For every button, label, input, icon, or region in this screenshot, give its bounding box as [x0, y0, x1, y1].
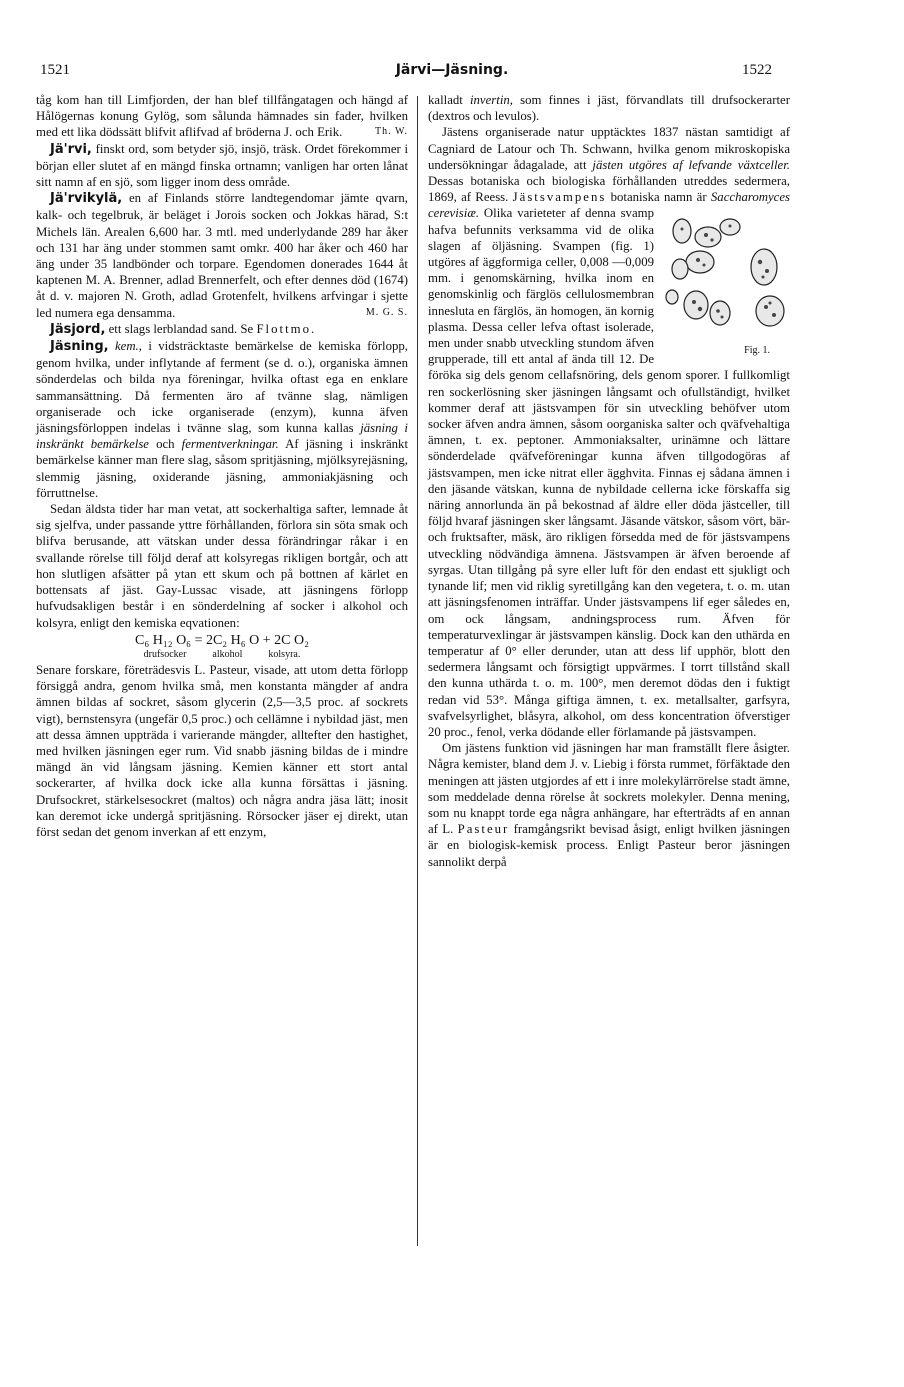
- paragraph-invertin: kalladt invertin, som finnes i jäst, förvandlats till drufsockerarter (dextros och levulos).: [428, 93, 790, 124]
- right-column: [428, 92, 790, 870]
- equation-labels: [36, 649, 408, 660]
- headword-jasning: Jäsning,: [50, 339, 109, 355]
- headword-jarvi: Jä'rvi,: [50, 141, 92, 157]
- paragraph-jastens: Jästens organiserade natur upptäcktes 1837 nästan samtidigt af Cagniard de Latour och Th. Schwann, hvilka genom mikroskopiska undersökningar ådagalade, att jästen utgöres af lefvande växtceller. Dessas botaniska och biologiska förhållanden utreddes sedermera, 1869, af Reess. Jästsvampens botaniska namn är Saccharomyces cerevisiæ. Fig. 1. Olika varieteter af denna svamp hafva befunnits verksamma vid de olika slagen af öljäsning. Svampen (fig. 1) utgöres af äggformiga celler, 0,008 —0,009 mm. i genomskärning, hvilka inom en genomskinlig och färglös cellulosmembran innesluta en färglös, än homogen, än kornig plasma. Dessa celler lefva oftast isolerade, men under snabb utveckling stundom äfven grupperade, till ett antal af ända till 12. De föröka sig dels genom cellafsnöring, dels genom sporer. I fullkomligt ren sockerlösning sker jäsningen långsamt och ofullständigt, hvilket kommer deraf att jästsvampen för sin utveckling behöfver utom socker äfven andra ämnen, såsom oorganiska salter och qväfvehaltiga ämnen, t. ex. peptoner. Ammoniaksalter, urinämne och lättare sönderdelade qväfveföreningar kunna äfven tillgodogöras af jästsvampen, men icke nitrat eller ägghvita. Finnas ej sådana ämnen i den jäsande vätskan, kunna de nybildade cellerna icke förskaffa sig näring annorlunda än på bekostnad af äldre eller döda jästceller, till följd hvaraf jäsningen sker långsamt. Jäsande vätskor, såsom vört, bär- och fruktsafter, mäsk, äro rikligen försedda med de för jästsvampens utveckling nödvändiga ämnena. Jästsvampen är äfven beroende af syrgas. Utan tillgång på syre eller luft för den endast ett sjukligt och tynande lif; men vid riklig syretillgång kan den vegetera, t. o. m. utan att jäsningsfenomen inträffar. Under jästsvampens lif eger således en, om ock långsam, andningsprocess rum. Äfven för temperaturvexlingar är jästsvampen känslig. Dock kan den uthärda en temperatur af 0° eller derunder, utan att dess lif upphör, blott den sedermera långsamt och försigtigt uppvärmes. I torrt tillstånd skall den kunna uthärda t. o. m. 100°, men deremot dödas den i fuktigt redan vid 53°. Många giftiga ämnen, t. ex. metallsalter, garfsyra, svafvelsyrlighet, blåsyra, alkohol, om dess koncentration öfverstiger 20 proc., fenol, verka dödande eller förlamande på jästsvampen.: [428, 125, 791, 739]
- column-divider: [417, 96, 418, 1246]
- entry-jasning: Jäsning, kem., i vidsträcktaste bemärkelse de kemiska förlopp, genom hvilka, under inflytande af ferment (se d. o.), organiska ämnen sönderdelas och bilda nya föreningar, hvilka oftast ega en enklare sammansättning. Då fermenten äro af tvänne slag, nämligen organiserade och icke organiserade (enzym), kunna äfven jäsningsförloppen indelas i tvänne slag, som kunna kallas jäsning i inskränkt bemärkelse och fermentverkningar. Af jäsning i inskränkt bemärkelse känner man flere slag, såsom spritjäsning, mjölksyrejäsning, slemmig jäsning, oxiderande jäsning, ammoniakjäsning och förruttnelse.: [36, 339, 409, 500]
- label-kolsyra: kolsyra.: [268, 648, 301, 660]
- yeast-cells-illustration: [660, 207, 790, 347]
- page-header: [0, 62, 904, 84]
- paragraph-funktion: Om jästens funktion vid jäsningen har man framställt flere åsigter. Några kemister, bland dem J. v. Liebig i första rummet, förfäktade den meningen att jästen utgjordes af ett i inre molekylärrörelse stadt ämne, som meddelade denna rörelse åt sockrets molekyler. Denna mening, som nu knappt torde ega några anhängare, har efterträdts af en annan af L. Pasteur framgångsrikt bevisad åsigt, enligt hvilken jäsningen är en biologisk-kemisk process. Enligt Pasteur beror jäsningen sannolikt derpå: [428, 741, 791, 869]
- cross-reference-link[interactable]: Flottmo.: [256, 321, 317, 336]
- entry-jarvi: Jä'rvi, finskt ord, som betyder sjö, insjö, träsk. Ordet förekommer i början eller slutet af en mängd finska ortnamn; vanligen har orten lånat sitt namn af en sjö, som ligger inom dess område.: [36, 141, 409, 190]
- label-alkohol: alkohol: [212, 648, 243, 660]
- figure-yeast-cells: [660, 207, 790, 359]
- paragraph-senare: Senare forskare, företrädesvis L. Pasteur, visade, att utom detta förlopp försiggå andra, genom hvilka små, men konstanta mängder af andra ämnen bildas af sockret, såsom glycerin (2,5—3,5 proc. af sockrets vigt), bernstensyra (ungefär 0,5 proc.) och cellämne i nybildad jäst, men att dessa ämnen uppträda i varierande mängder, alltefter den hastighet, med hvilken jäsningen eger rum. Vid snabb jäsning bildas de i mindre mängd än vid långsam jäsning. Kemien känner ett stort antal sockerarter, af hvilka dock icke alla kunna försättas i jäsning. Drufsockret, stärkelsesockret (maltos) och några andra jäsa lätt; inosit kan deremot icke undergå spritjäsning. Rörsocker jäser ej direkt, utan först sedan det genom inverkan af ett enzym,: [36, 662, 408, 839]
- paragraph-sedan: Sedan äldsta tider har man vetat, att sockerhaltiga safter, lemnade åt sig sjelfva, under passande yttre förhållanden, förlora sin söta smak och blifva berusande, att vätskan under dessa förändringar råkar i en svallande rörelse till följd deraf att kolsyregas rikligen bortgår, och att hon slutligen afsätter på ytan ett skum och på bottnen af kärlet en bottensats af jäst. Gay-Lussac visade, att jäsningens förlopp hufvudsakligen består i en sönderdelning af socker i alkohol och kolsyra, enligt den kemiska eqvationen:: [36, 502, 408, 630]
- page-number-left: 1521: [40, 62, 70, 78]
- left-column: [36, 92, 408, 840]
- label-drufsocker: drufsocker: [143, 648, 187, 660]
- figure-caption: Fig. 1.: [744, 345, 770, 357]
- running-title: Järvi—Jäsning.: [395, 62, 509, 78]
- headword-jarvikyla: Jä'rvikylä,: [50, 191, 123, 207]
- entry-jasjord: Jäsjord, ett slags lerblandad sand. Se Flottmo.: [50, 321, 317, 337]
- entry-jarvikyla: Jä'rvikylä, en af Finlands större landtegendomar jämte qvarn, kalk- och tegelbruk, är beläget i Jorois socken och Jokkas härad, S:t Michels län. Arealen 6,600 har. 3 mtl. med underlydande 289 har åker och 131 har äng under stommen samt omkr. 400 har åker och 460 har äng under 35 landbönder och torpare. Egendomen donerades 1644 åt kaptenen M. A. Brenner, adlad Brennerfelt, och efter dennes död (1674) åt d. v. majoren N. Groth, adlad Grotenfelt, hvilkens arfvingar i sjette led numera ega densamma. M. G. S.: [36, 191, 408, 320]
- page-number-right: 1522: [742, 62, 772, 78]
- paragraph-limfjorden: tåg kom han till Limfjorden, der han blef tillfångatagen och hängd af Hålögernas konung Gylög, som sålunda hämnades sin fader, hvilken med ett lika dödssätt blifvit aflifvad af bröderna J. och Erik. Th. W.: [36, 93, 408, 140]
- chemical-equation: C₆ H₁₂ O₆ = 2C₂ H₆ O + 2C O₂: [134, 632, 310, 648]
- headword-jasjord: Jäsjord,: [50, 321, 106, 337]
- signature: M. G. S.: [365, 306, 408, 318]
- signature: Th. W.: [375, 126, 408, 138]
